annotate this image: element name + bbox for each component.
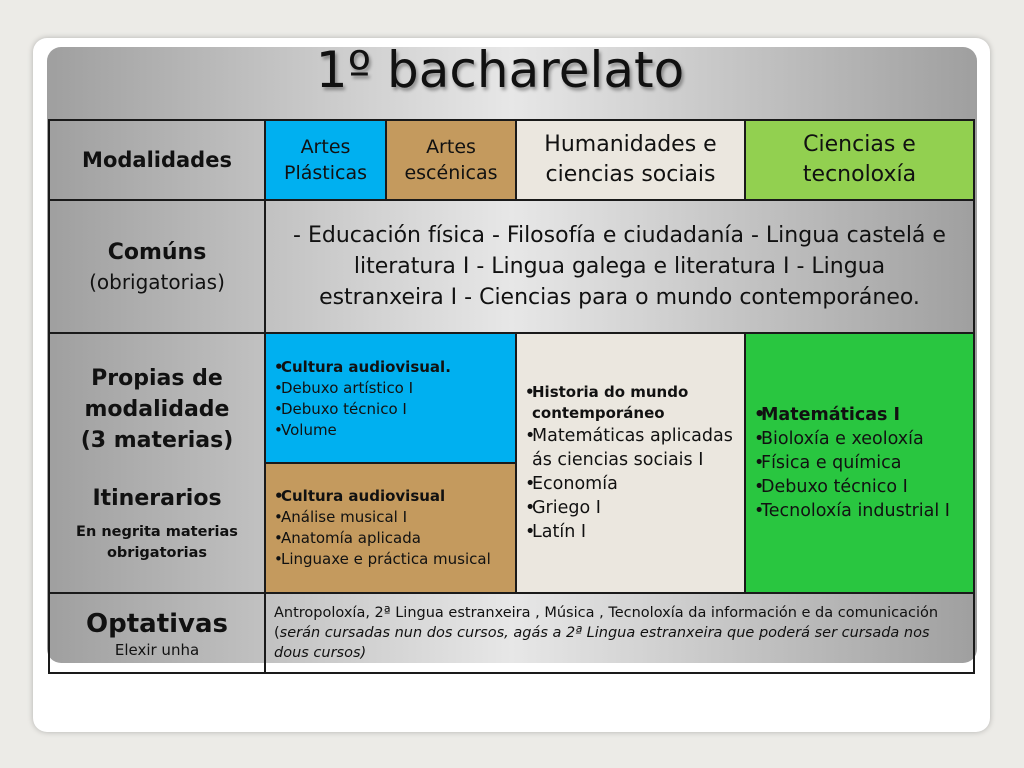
comuns-label-cell [49,200,265,333]
artes-escenicas-header [386,120,516,200]
humanidades-label: Humanidades e ciencias sociais [544,132,717,187]
list-item: • Debuxo técnico I [754,475,967,499]
list-item: • Matemáticas I [754,403,967,427]
list-item: • Linguaxe e práctica musical [274,549,509,570]
artes-escenicas-label: Artes escénicas [404,136,498,184]
header-row [49,120,974,200]
list-item: • Tecnoloxía industrial I [754,499,967,523]
list-item: • Debuxo artístico I [274,378,509,399]
artes-plasticas-label: Artes Plásticas [284,136,367,184]
propias-label-cell [49,333,265,593]
optativas-label: Optativas [86,609,228,639]
list-item: • Bioloxía e xeoloxía [754,427,967,451]
list-item: • Cultura audiovisual. [274,357,509,378]
list-item: • Análise musical I [274,507,509,528]
negrita-note: En negrita materias obrigatorias [76,523,238,561]
ciencias-label: Ciencias e tecnoloxía [802,132,917,187]
slide-title: 1º bacharelato [315,41,685,99]
list-item: • Latín I [525,520,736,544]
propias-label-line1: Propias de [91,365,223,391]
itinerarios-label: Itinerarios [92,485,222,511]
optativas-note: serán cursadas nun dos cursos, agás a 2ª Lingua estranxeira que poderá ser cursada nos dous cursos) [274,625,930,661]
humanidades-list [517,382,744,544]
optativas-subjects-cell [265,593,974,673]
propias-label-line3: (3 materias) [80,427,234,453]
comuns-sublabel: (obrigatorias) [89,270,225,294]
artes-plasticas-list [266,355,515,441]
artes-escenicas-subjects-cell [265,463,516,593]
list-item: • Economía [525,472,736,496]
list-item: • Debuxo técnico I [274,399,509,420]
comuns-subjects-text: - Educación física - Filosofía e ciudadanía - Lingua castelá e literatura I - Lingua galega e literatura I - Lingua estranxeira I - Ciencias para o mundo contemporáneo. [293,223,946,310]
optativas-row [49,593,974,673]
propias-label-line2: modalidade [84,396,230,422]
ciencias-subjects-cell [745,333,974,593]
propias-row-1 [49,333,974,463]
modalidades-label-cell [49,120,265,200]
list-item: • Volume [274,420,509,441]
comuns-label: Comúns [107,240,207,265]
optativas-label-cell [49,593,265,673]
optativas-text: Antropoloxía, 2ª Lingua estranxeira , Música , Tecnoloxía da información e da comunicación ( [274,605,939,641]
artes-escenicas-list [266,486,515,570]
ciencias-header [745,120,974,200]
list-item: • Matemáticas aplicadas ás ciencias sociais I [525,424,736,472]
list-item: • Cultura audiovisual [274,486,509,507]
modalidades-label: Modalidades [82,148,232,172]
list-item: • Historia do mundo contemporáneo [525,382,736,424]
subjects-table [48,119,975,674]
comuns-subjects-cell [265,200,974,333]
humanidades-header [516,120,745,200]
list-item: • Física e química [754,451,967,475]
comuns-row [49,200,974,333]
artes-plasticas-subjects-cell [265,333,516,463]
optativas-sublabel: Elexir unha [114,641,200,659]
humanidades-subjects-cell [516,333,745,593]
list-item: • Griego I [525,496,736,520]
list-item: • Anatomía aplicada [274,528,509,549]
artes-plasticas-header [265,120,386,200]
ciencias-list [746,403,973,523]
